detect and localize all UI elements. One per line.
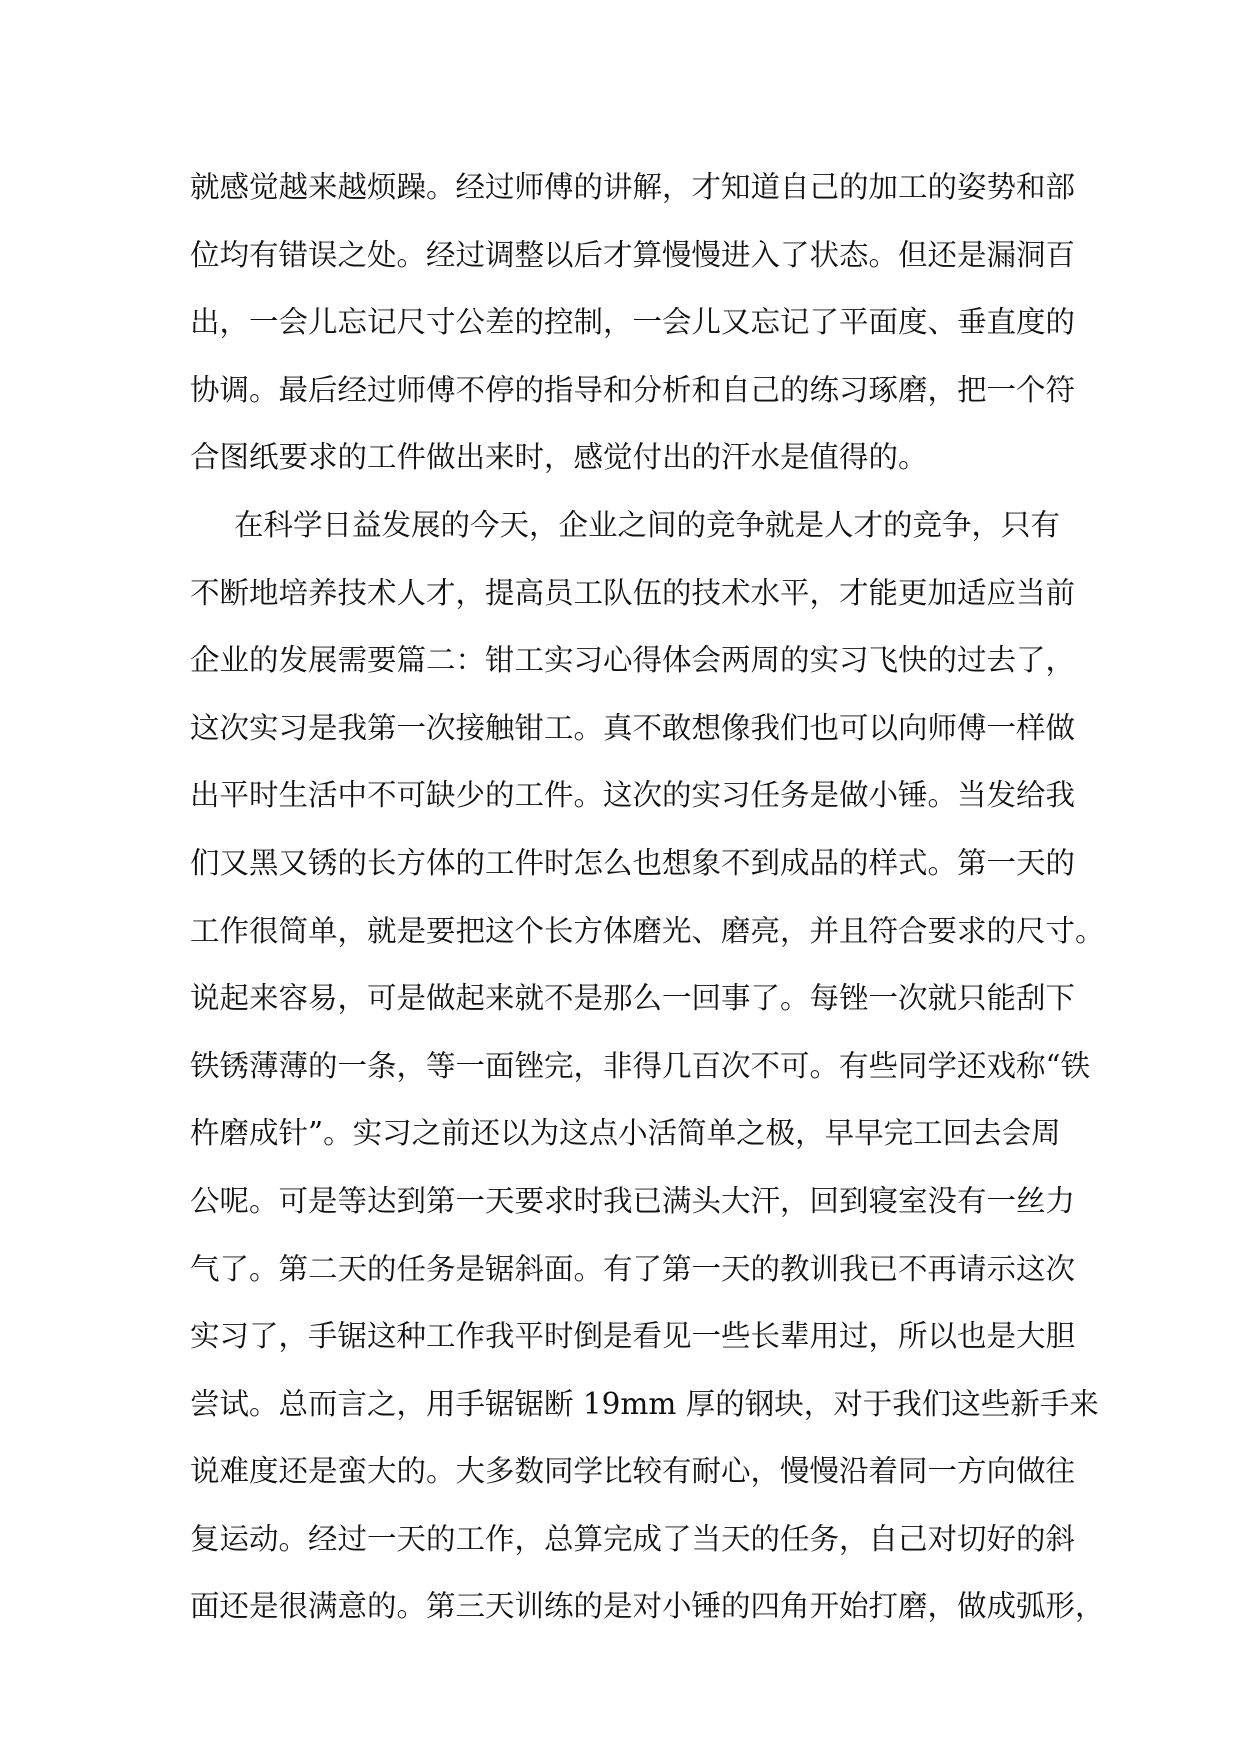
text-line: 铁锈薄薄的一条，等一面锉完，非得几百次不可。有些同学还戏称“铁 — [190, 1048, 1091, 1083]
text-line: 协调。最后经过师傅不停的指导和分析和自己的练习琢磨，把一个符 — [190, 372, 1076, 407]
text-line: 出，一会儿忘记尺寸公差的控制，一会儿又忘记了平面度、垂直度的 — [190, 305, 1076, 340]
text-line: 实习了，手锯这种工作我平时倒是看见一些长辈用过，所以也是大胆 — [190, 1319, 1076, 1354]
text-line: 出平时生活中不可缺少的工件。这次的实习任务是做小锤。当发给我 — [190, 778, 1076, 813]
text-line: 面还是很满意的。第三天训练的是对小锤的四角开始打磨，做成弧形， — [190, 1589, 1105, 1624]
text-line: 杵磨成针”。实习之前还以为这点小活简单之极，早早完工回去会周 — [190, 1116, 1061, 1151]
body-text — [190, 154, 1105, 1641]
text-line: 不断地培养技术人才，提高员工队伍的技术水平，才能更加适应当前 — [190, 575, 1076, 610]
text-line: 尝试。总而言之，用手锯锯断 19mm 厚的钢块，对于我们这些新手来 — [190, 1386, 1099, 1421]
text-line: 说起来容易，可是做起来就不是那么一回事了。每锉一次就只能刮下 — [190, 981, 1076, 1016]
text-line: 这次实习是我第一次接触钳工。真不敢想像我们也可以向师傅一样做 — [190, 710, 1076, 745]
text-line: 合图纸要求的工件做出来时，感觉付出的汗水是值得的。 — [190, 440, 928, 475]
text-line: 在科学日益发展的今天，企业之间的竞争就是人才的竞争，只有 — [234, 507, 1061, 542]
text-line: 们又黑又锈的长方体的工件时怎么也想象不到成品的样式。第一天的 — [190, 845, 1076, 880]
text-line: 就感觉越来越烦躁。经过师傅的讲解，才知道自己的加工的姿势和部 — [190, 170, 1076, 204]
text-line: 公呢。可是等达到第一天要求时我已满头大汗，回到寝室没有一丝力 — [190, 1183, 1076, 1218]
text-line: 复运动。经过一天的工作，总算完成了当天的任务，自己对切好的斜 — [190, 1521, 1076, 1556]
text-line: 位均有错误之处。经过调整以后才算慢慢进入了状态。但还是漏洞百 — [190, 237, 1076, 272]
text-line: 企业的发展需要篇二：钳工实习心得体会两周的实习飞快的过去了， — [190, 643, 1076, 678]
text-line: 说难度还是蛮大的。大多数同学比较有耐心，慢慢沿着同一方向做往 — [190, 1454, 1076, 1489]
text-line: 工作很简单，就是要把这个长方体磨光、磨亮，并且符合要求的尺寸。 — [190, 913, 1105, 948]
text-line: 气了。第二天的任务是锯斜面。有了第一天的教训我已不再请示这次 — [190, 1251, 1076, 1286]
